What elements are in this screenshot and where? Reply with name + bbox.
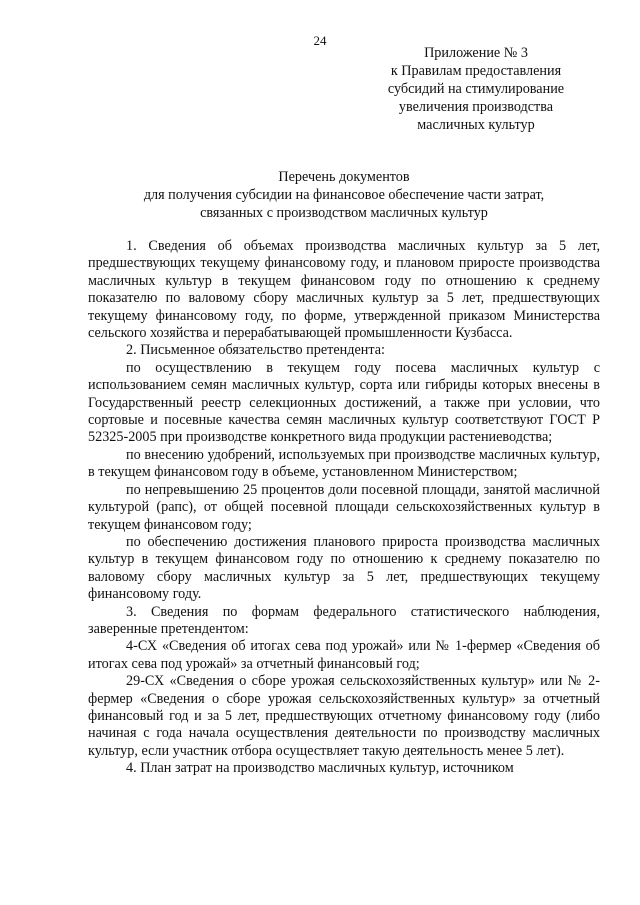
appendix-line: Приложение № 3 bbox=[424, 45, 528, 61]
paragraph: 1. Сведения об объемах производства масличных культур за 5 лет, предшествующих текущему финансовому году, и плановом приросте производства масличных культур в текущем финансовом году по отношению к среднему показателю по валовому сбору масличных культур за 5 лет, предшествующих текущему финансовому году, по форме, утвержденной приказом Министерства сельского хозяйства и перерабатывающей промышленности Кузбасса. bbox=[88, 238, 600, 342]
appendix-line: увеличения производства bbox=[398, 99, 554, 115]
paragraph: 29-СХ «Сведения о сборе урожая сельскохозяйственных культур» или № 2-фермер «Сведения о сборе урожая сельскохозяйственных культур» за отчетный финансовый год и за 5 лет, предшествующих отчетному финансовому году (либо начиная с года начала осуществления деятельности по производству масличных культур, если участник отбора осуществляет такую деятельность менее 5 лет). bbox=[88, 673, 600, 759]
paragraph: 4. План затрат на производство масличных культур, источником bbox=[126, 760, 514, 777]
appendix-line: к Правилам предоставления bbox=[390, 63, 562, 79]
title-line: Перечень документов bbox=[278, 169, 410, 185]
paragraph: по непревышению 25 процентов доли посевной площади, занятой масличной культурой (рапс), от общей посевной площади сельскохозяйственных культур в текущем финансовом году; bbox=[88, 481, 600, 533]
appendix-line: субсидий на стимулирование bbox=[387, 81, 565, 97]
document-body bbox=[88, 238, 600, 778]
paragraph: 2. Письменное обязательство претендента: bbox=[126, 342, 385, 359]
paragraph: по внесению удобрений, используемых при производстве масличных культур, в текущем финансовом году в объеме, установленном Министерством; bbox=[88, 446, 600, 481]
paragraph: по обеспечению достижения планового прироста производства масличных культур в текущем финансовом году по отношению к среднему показателю по валовому сбору масличных культур за 5 лет, предшествующих текущему финансовому году. bbox=[88, 533, 600, 603]
title-line: для получения субсидии на финансовое обеспечение части затрат, bbox=[143, 187, 545, 203]
paragraph: 3. Сведения по формам федерального статистического наблюдения, заверенные претендентом: bbox=[88, 603, 600, 637]
appendix-line: масличных культур bbox=[417, 117, 535, 133]
title-line: связанных с производством масличных культур bbox=[200, 205, 488, 221]
page-number: 24 bbox=[313, 33, 327, 48]
appendix-header bbox=[362, 44, 590, 134]
paragraph: по осуществлению в текущем году посева масличных культур с использованием семян масличных культур, сорта или гибриды которых внесены в Государственный реестр селекционных достижений, а также при условии, что сортовые и посевные качества семян масличных культур соответствуют ГОСТ Р 52325-2005 при производстве конкретного вида продукции растениеводства; bbox=[88, 359, 600, 446]
paragraph: 4-СХ «Сведения об итогах сева под урожай» или № 1-фермер «Сведения об итогах сева под урожай» за отчетный финансовый год; bbox=[88, 638, 600, 672]
document-title bbox=[88, 168, 600, 222]
